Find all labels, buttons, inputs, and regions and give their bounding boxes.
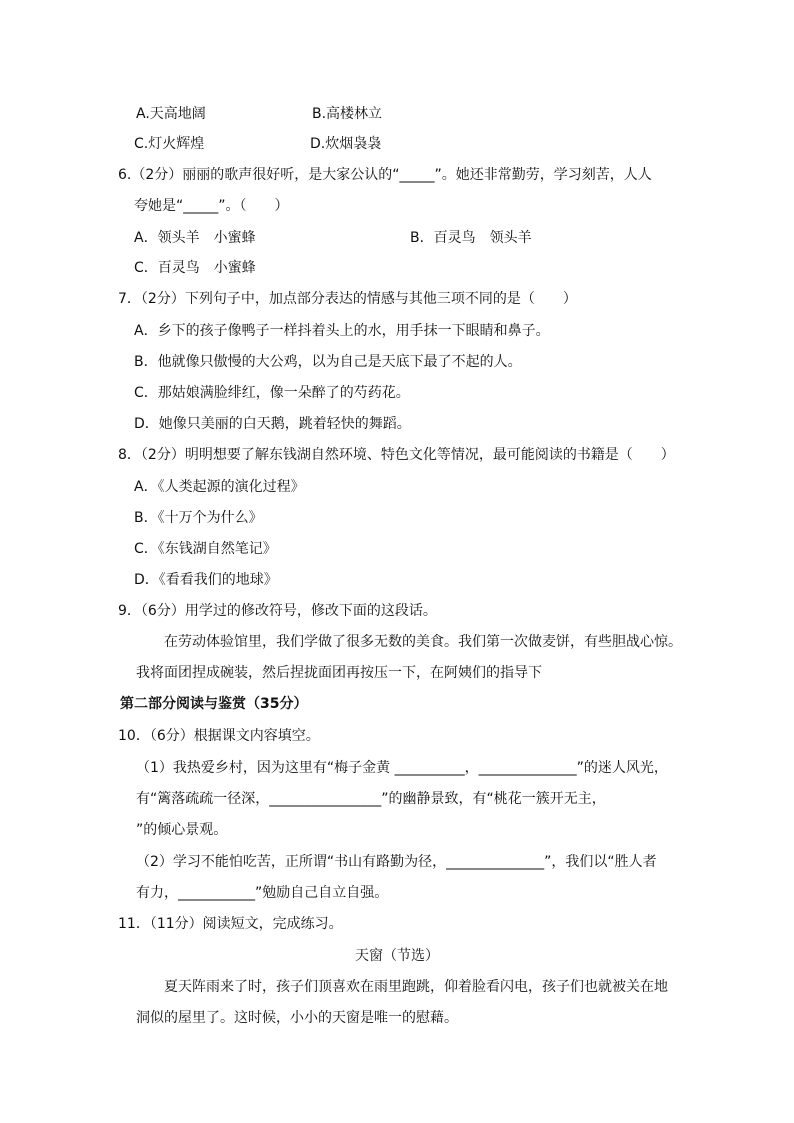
- q6-option-a: A．领头羊 小蜜蜂: [134, 230, 256, 246]
- q6-stem-line2: 夸她是“_____”。（ ）: [134, 198, 289, 214]
- passage-line2: 洞似的屋里了。这时候，小小的天窗是唯一的慰藉。: [136, 1010, 458, 1026]
- q9-stem: 9．（6分）用学过的修改符号，修改下面的这段话。: [118, 603, 437, 619]
- q7-option-a: A．乡下的孩子像鸭子一样抖着头上的水，用手抹一下眼睛和鼻子。: [134, 323, 550, 339]
- q10-part2-line2: 有力，___________”勉励自己自立自强。: [136, 885, 389, 901]
- q8-option-d: D．《看看我们的地球》: [134, 572, 278, 588]
- q5-option-b: B.高楼林立: [312, 106, 383, 122]
- q6-stem-line1: 6.（2分）丽丽的歌声很好听，是大家公认的“_____”。她还非常勤劳，学习刻苦，人人: [118, 167, 652, 183]
- q5-option-a: A.天高地阔: [136, 106, 206, 122]
- q7-stem: 7．（2分）下列句子中，加点部分表达的情感与其他三项不同的是（ ）: [118, 291, 577, 307]
- q5-option-d: D.炊烟袅袅: [310, 136, 382, 152]
- passage-line1: 夏天阵雨来了时，孩子们顶喜欢在雨里跑跳，仰着脸看闪电，孩子们也就被关在地: [164, 979, 668, 995]
- q8-option-a: A．《人类起源的演化过程》: [134, 479, 305, 495]
- q9-paragraph-line2: 我将面团捏成碗装，然后捏拢面团再按压一下，在阿姨们的指导下: [136, 665, 542, 681]
- q6-option-c: C．百灵鸟 小蜜蜂: [134, 260, 256, 276]
- q10-part1-line3: ”的倾心景观。: [136, 822, 228, 838]
- q8-option-b: B．《十万个为什么》: [134, 510, 263, 526]
- q7-option-d: D．她像只美丽的白天鹅，跳着轻快的舞蹈。: [134, 416, 411, 432]
- q10-part2-line1: （2）学习不能怕吃苦，正所谓“书山有路勤为径，______________”，我们以“胜人者: [136, 854, 657, 870]
- q10-part1-line2: 有“篱落疏疏一径深，________________”的幽静景致，有“桃花一簇开无主，: [136, 791, 606, 807]
- passage-title: 天窗（节选）: [355, 948, 439, 964]
- q10-part1-line1: （1）我热爱乡村，因为这里有“梅子金黄 __________，______________”的迷人风光，: [136, 760, 668, 776]
- q11-stem: 11．（11分）阅读短文，完成练习。: [118, 916, 343, 932]
- q8-option-c: C．《东钱湖自然笔记》: [134, 541, 277, 557]
- q7-option-b: B．他就像只傲慢的大公鸡，以为自己是天底下最了不起的人。: [134, 354, 522, 370]
- q8-stem: 8．（2分）明明想要了解东钱湖自然环境、特色文化等情况，最可能阅读的书籍是（ ）: [118, 447, 675, 463]
- q9-paragraph-line1: 在劳动体验馆里，我们学做了很多无数的美食。我们第一次做麦饼，有些胆战心惊。: [164, 634, 682, 650]
- q7-option-c: C．那姑娘满脸绯红，像一朵醉了的芍药花。: [134, 385, 410, 401]
- q10-stem: 10．（6分）根据课文内容填空。: [118, 728, 320, 744]
- q5-option-c: C.灯火辉煌: [134, 136, 205, 152]
- section-heading: 第二部分阅读与鉴赏（35分）: [120, 696, 308, 712]
- q6-option-b: B．百灵鸟 领头羊: [410, 230, 532, 246]
